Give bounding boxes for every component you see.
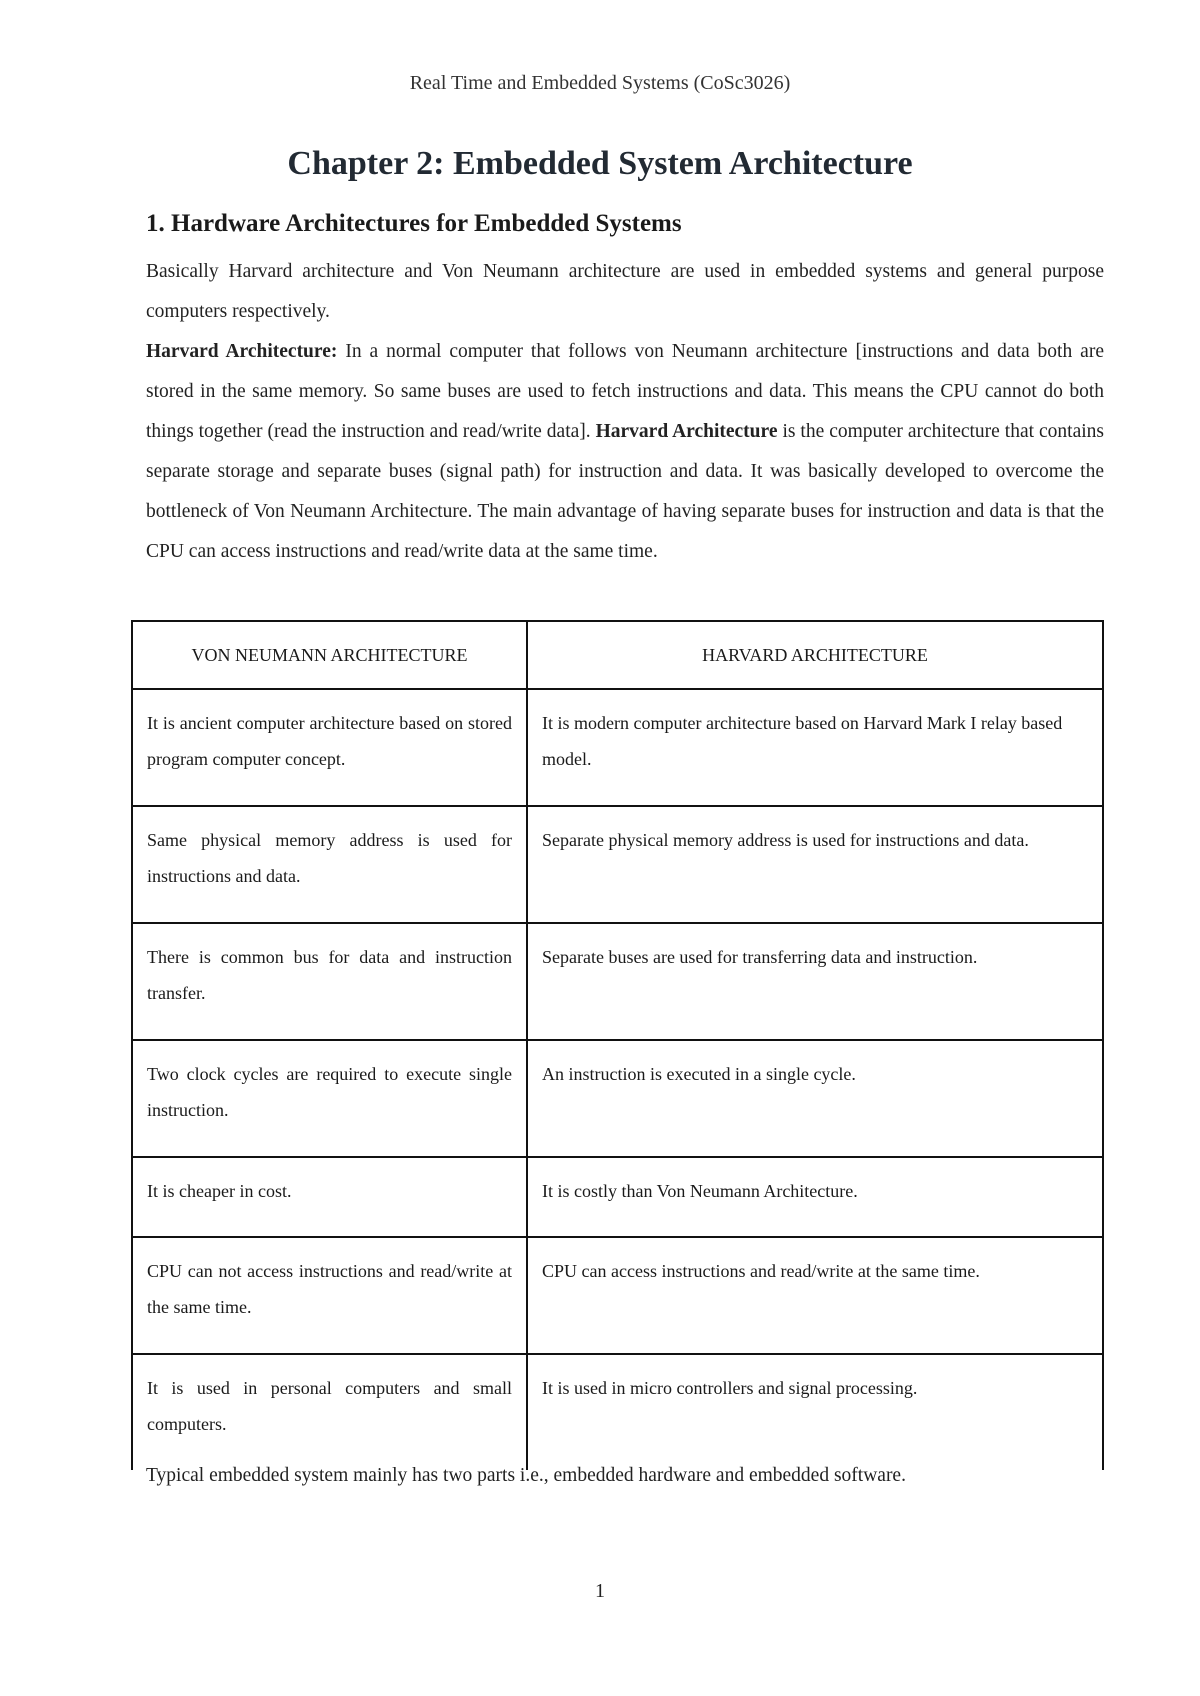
harvard-paragraph: [146, 332, 1104, 572]
harvard-text-part-2: is the computer architecture that contains separate storage and separate buses (signal path) for instruction and data. It was basically developed to overcome the bottleneck of Von Neumann Architecture. The main advantage of having separate buses for instruction and data is that the CPU can access instructions and read/write data at the same time.: [146, 421, 1104, 562]
harvard-cell: It is modern computer architecture based on Harvard Mark I relay based model.: [527, 689, 1103, 806]
table-row: [132, 689, 1103, 806]
harvard-cell: It is used in micro controllers and signal processing.: [527, 1354, 1103, 1470]
closing-paragraph: Typical embedded system mainly has two parts i.e., embedded hardware and embedded software.: [146, 1465, 906, 1486]
von-neumann-cell: It is cheaper in cost.: [132, 1157, 527, 1237]
von-neumann-cell: It is used in personal computers and small computers.: [132, 1354, 527, 1470]
table-row: [132, 923, 1103, 1040]
harvard-cell: It is costly than Von Neumann Architecture.: [527, 1157, 1103, 1237]
von-neumann-cell: Same physical memory address is used for instructions and data.: [132, 806, 527, 923]
chapter-title: Chapter 2: Embedded System Architecture: [287, 145, 913, 182]
intro-paragraph: Basically Harvard architecture and Von Neumann architecture are used in embedded systems and general purpose computers respectively.: [146, 261, 1104, 322]
page-number: 1: [595, 1580, 605, 1602]
harvard-cell: Separate physical memory address is used for instructions and data.: [527, 806, 1103, 923]
architecture-comparison-table: [131, 620, 1104, 1470]
harvard-lead-term: Harvard Architecture:: [146, 341, 338, 362]
table-row: [132, 1040, 1103, 1157]
table-row: [132, 1354, 1103, 1470]
von-neumann-cell: CPU can not access instructions and read/write at the same time.: [132, 1237, 527, 1354]
header-von-neumann: VON NEUMANN ARCHITECTURE: [132, 621, 527, 689]
harvard-cell: Separate buses are used for transferring data and instruction.: [527, 923, 1103, 1040]
table-row: [132, 1237, 1103, 1354]
table-header-row: [132, 621, 1103, 689]
table-row: [132, 806, 1103, 923]
harvard-cell: An instruction is executed in a single cycle.: [527, 1040, 1103, 1157]
harvard-cell: CPU can access instructions and read/write at the same time.: [527, 1237, 1103, 1354]
table-row: [132, 1157, 1103, 1237]
running-header: Real Time and Embedded Systems (CoSc3026): [409, 72, 791, 94]
header-harvard: HARVARD ARCHITECTURE: [527, 621, 1103, 689]
von-neumann-cell: There is common bus for data and instruction transfer.: [132, 923, 527, 1040]
harvard-text-part-1: In a normal computer that follows von Neumann architecture [instructions and data both are stored in the same memory. So same buses are used to fetch instructions and data. This means the CPU cannot do both things together (read the instruction and read/write data].: [146, 341, 1104, 442]
section-heading: 1. Hardware Architectures for Embedded Systems: [146, 210, 682, 237]
von-neumann-cell: It is ancient computer architecture based on stored program computer concept.: [132, 689, 527, 806]
von-neumann-cell: Two clock cycles are required to execute single instruction.: [132, 1040, 527, 1157]
harvard-inline-term: Harvard Architecture: [595, 421, 778, 442]
